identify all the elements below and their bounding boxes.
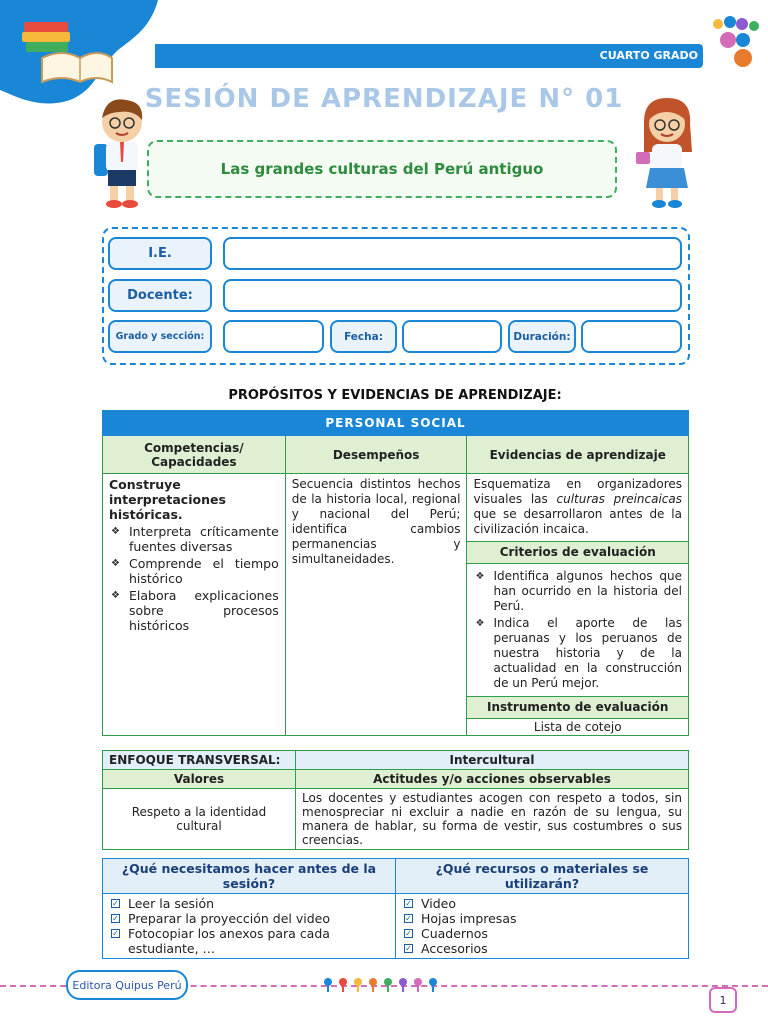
valores-label: Valores [103,770,296,789]
duracion-field[interactable] [581,320,682,353]
valor-text: Respeto a la identidad cultural [103,789,296,850]
list-item: ✓ Video [405,896,457,911]
criterios-header: Criterios de evaluación [467,542,689,563]
resources-list [396,894,689,959]
list-item: ❖ Comprende el tiempo histórico [109,556,279,586]
desempenos-cell [285,474,467,736]
docente-field[interactable] [223,279,682,312]
list-item: ✓ Accesorios [405,941,488,956]
enfoque-name: Intercultural [296,751,689,770]
enfoque-table [102,750,689,850]
checkbox-icon: ✓ [112,929,119,938]
list-item: ❖ Indica el aporte de las peruanas y los peruanos de nuestra historia y de la actualidad en la construcción de un Perú mejor. [473,616,682,691]
grade-label: CUARTO GRADO [599,49,698,62]
capacidades-list [109,524,279,633]
fecha-field[interactable] [402,320,502,353]
page-title: SESIÓN DE APRENDIZAJE N° 01 [144,84,624,114]
col-desempenos: Desempeños [285,436,467,474]
prep-table [102,858,689,959]
competencias-cell [103,474,286,736]
instrumento-value: Lista de cotejo [467,718,689,735]
checkbox-icon: ✓ [112,914,119,923]
grado-label: Grado y sección: [108,320,212,353]
area-header: PERSONAL SOCIAL [103,411,689,436]
section-title: PROPÓSITOS Y EVIDENCIAS DE APRENDIZAJE: [228,388,562,403]
decorative-dots-icon [712,12,762,72]
girl-student-icon [636,92,698,210]
col-competencias: Competencias/ Capacidades [103,436,286,474]
fecha-label: Fecha: [330,320,397,353]
checkbox-icon: ✓ [112,899,119,908]
list-item: ❖ Identifica algunos hechos que han ocurrido en la historia del Perú. [473,569,682,614]
actitud-text: Los docentes y estudiantes acogen con respeto a todos, sin menospreciar ni excluir a nadie en razón de su lengua, su manera de hablar, su forma de vestir, sus costumbres o sus creencias. [296,789,689,850]
evidencia-cell [467,474,689,542]
ie-label: I.E. [108,237,212,270]
resources-header: ¿Qué recursos o materiales se utilizarán? [396,859,689,894]
checkbox-icon: ✓ [405,914,412,923]
list-item: ❖ Elabora explicaciones sobre procesos históricos [109,588,279,633]
before-session-list [103,894,396,959]
list-item: ❖ Interpreta críticamente fuentes diversas [109,524,279,554]
criterios-cell [467,563,689,697]
list-item: ✓ Leer la sesión [112,896,215,911]
list-item: ✓ Hojas impresas [405,911,517,926]
desempeno-text: Secuencia distintos hechos de la historia local, regional y nacional del Perú; identifica cambios permanencias y simultaneidades. [291,477,461,566]
duracion-label: Duración: [508,320,576,353]
list-item: ✓ Cuadernos [405,926,488,941]
actitudes-label: Actitudes y/o acciones observables [296,770,689,789]
session-topic: Las grandes culturas del Perú antiguo [147,140,617,198]
criterios-list [467,564,688,694]
grado-field[interactable] [223,320,324,353]
instrumento-header: Instrumento de evaluación [467,697,689,718]
checkbox-icon: ✓ [405,899,412,908]
list-item: ✓ Fotocopiar los anexos para cada estudiante, … [112,926,330,956]
ie-field[interactable] [223,237,682,270]
boy-student-icon [90,92,152,210]
docente-label: Docente: [108,279,212,312]
decorative-pins-icon [322,976,446,994]
publisher-badge: Editora Quipus Perú [66,970,188,1000]
checkbox-icon: ✓ [405,944,412,953]
before-session-header: ¿Qué necesitamos hacer antes de la sesión? [103,859,396,894]
col-evidencias: Evidencias de aprendizaje [467,436,689,474]
enfoque-label: ENFOQUE TRANSVERSAL: [103,751,296,770]
list-item: ✓ Preparar la proyección del video [112,911,330,926]
evidencia-text: Esquematiza en organizadores visuales las culturas preincaicas que se desarrollaron antes de la civilización incaica. [473,477,682,536]
purposes-table [102,410,689,736]
page-number: 1 [709,987,737,1013]
checkbox-icon: ✓ [405,929,412,938]
competencia-title: Construye interpretaciones históricas. [109,477,226,522]
